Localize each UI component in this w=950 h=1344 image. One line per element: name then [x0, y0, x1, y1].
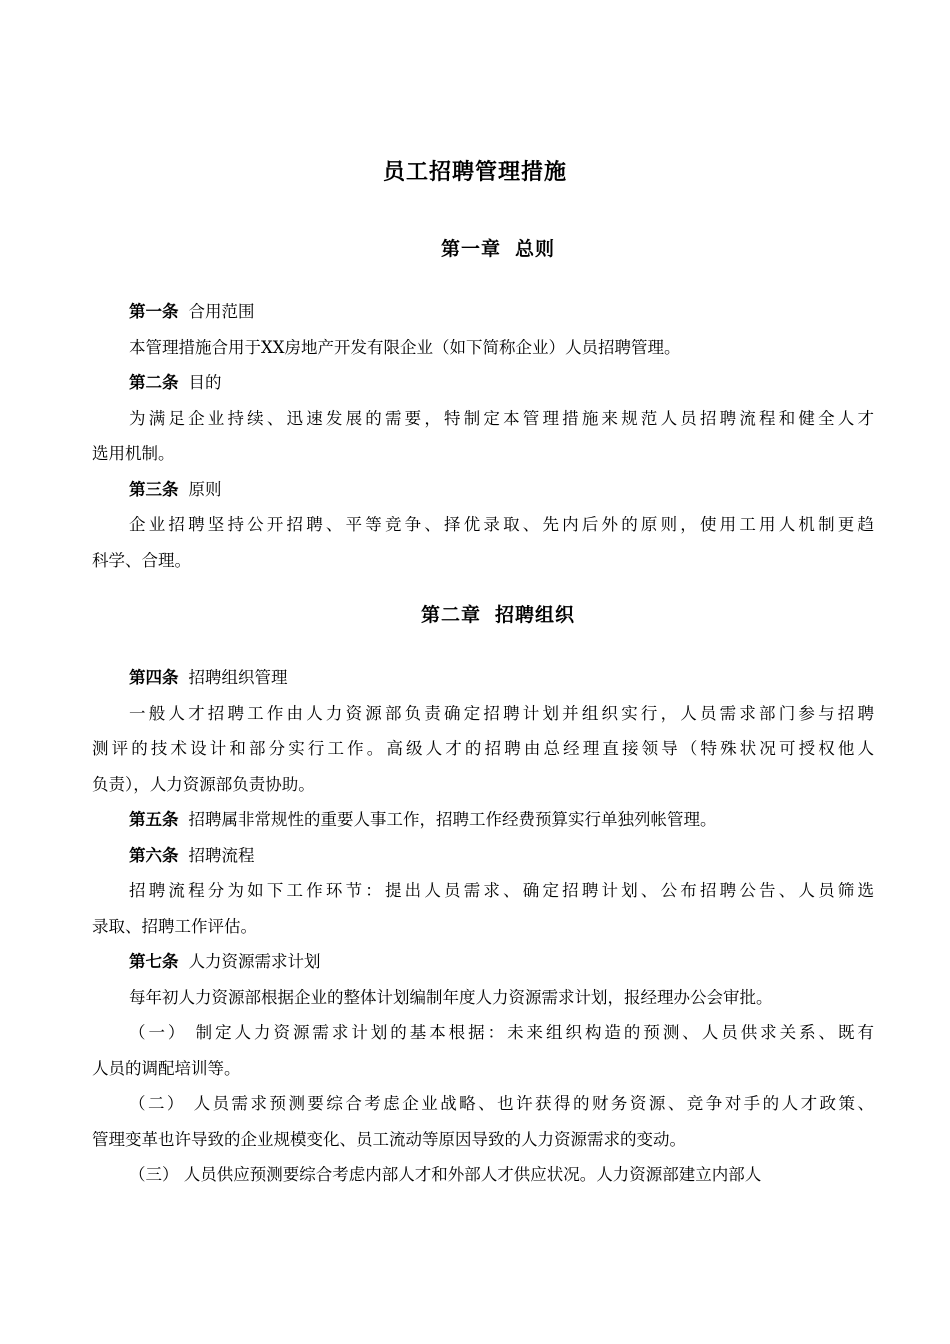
article-number: 第四条 [129, 668, 179, 687]
article-line [92, 294, 874, 330]
chapter-heading-2 [0, 600, 950, 627]
article-heading: 招聘组织管理 [188, 668, 288, 687]
article-number: 第一条 [129, 302, 179, 321]
chapter-1-body [92, 294, 874, 578]
article-line [92, 660, 874, 696]
article-number: 第二条 [129, 373, 179, 392]
paragraph-line: （二） 人员需求预测要综合考虑企业战略、也许获得的财务资源、竞争对手的人才政策、 [129, 1094, 874, 1113]
article-number: 第三条 [129, 479, 179, 499]
article-heading: 目的 [188, 373, 222, 392]
article-line [92, 365, 874, 401]
paragraph-line: 为满足企业持续、迅速发展的需要，特制定本管理措施来规范人员招聘流程和健全人才 [129, 408, 874, 428]
paragraph-line: 选用机制。 [92, 444, 175, 463]
paragraph-line: 企业招聘坚持公开招聘、平等竞争、择优录取、先内后外的原则，使用工用人机制更趋 [129, 515, 874, 534]
paragraph-line: 录取、招聘工作评估。 [92, 916, 257, 936]
article-heading: 招聘流程 [188, 845, 255, 865]
paragraph-line: 管理变革也许导致的企业规模变化、员工流动等原因导致的人力资源需求的变动。 [92, 1129, 686, 1149]
chapter-name: 总则 [515, 238, 556, 260]
paragraph-line: 人员的调配培训等。 [92, 1058, 241, 1078]
paragraph-line: 负责），人力资源部负责协助。 [92, 774, 315, 794]
paragraph-line: （一） 制定人力资源需求计划的基本根据：未来组织构造的预测、人员供求关系、既有 [129, 1023, 874, 1042]
paragraph-line: （三） 人员供应预测要综合考虑内部人才和外部人才供应状况。人力资源部建立内部人 [129, 1165, 762, 1184]
article-heading: 人力资源需求计划 [188, 952, 321, 971]
paragraph-line: 科学、合理。 [92, 550, 191, 570]
article-line [92, 802, 874, 838]
article-heading: 原则 [188, 479, 222, 499]
article-number: 第六条 [129, 845, 179, 865]
chapter-number: 第一章 [440, 238, 501, 260]
paragraph-line: 招聘流程分为如下工作环节：提出人员需求、确定招聘计划、公布招聘公告、人员筛选 [129, 881, 874, 900]
article-line [92, 838, 874, 874]
paragraph-line: 测评的技术设计和部分实行工作。高级人才的招聘由总经理直接领导（特殊状况可授权他人 [92, 739, 874, 758]
article-number: 第七条 [129, 952, 179, 971]
chapter-2-body [92, 660, 874, 1193]
paragraph-line: 一般人才招聘工作由人力资源部负责确定招聘计划并组织实行，人员需求部门参与招聘 [129, 703, 874, 723]
document-title: 员工招聘管理措施 [382, 159, 567, 185]
article-number: 第五条 [129, 810, 179, 829]
article-line [92, 944, 874, 980]
chapter-heading-1 [0, 234, 950, 261]
paragraph-line: 本管理措施合用于XX房地产开发有限企业（如下简称企业）人员招聘管理。 [129, 337, 681, 357]
article-heading: 招聘属非常规性的重要人事工作，招聘工作经费预算实行单独列帐管理。 [188, 810, 717, 829]
article-line [92, 472, 874, 508]
paragraph-line: 每年初人力资源部根据企业的整体计划编制年度人力资源需求计划，报经理办公会审批。 [129, 987, 773, 1007]
chapter-number: 第二章 [420, 604, 481, 626]
chapter-name: 招聘组织 [495, 604, 576, 626]
article-heading: 合用范围 [188, 302, 255, 321]
